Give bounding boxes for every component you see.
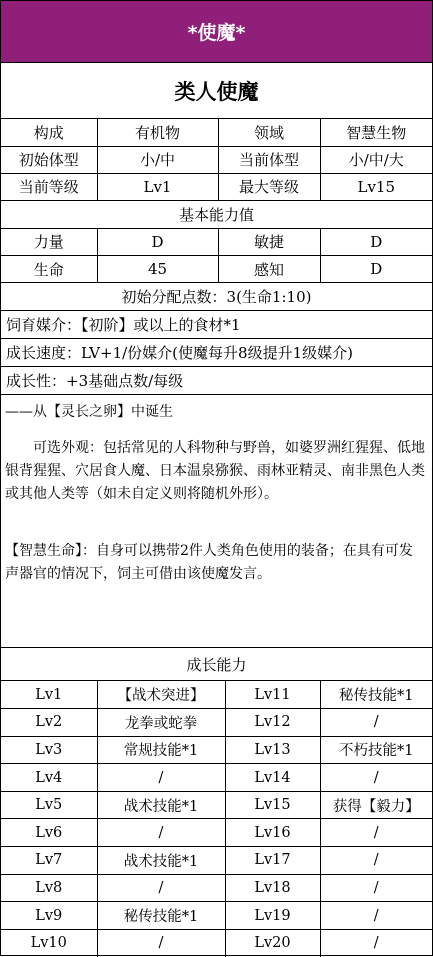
feed-medium: 饲育媒介：【初阶】或以上的食材*1 — [1, 311, 432, 339]
cell-label: 生命 — [1, 256, 97, 283]
cell-value: / — [320, 709, 432, 737]
growth-row — [1, 819, 432, 847]
cell-label: Lv9 — [1, 902, 97, 930]
growth-row — [1, 902, 432, 930]
cell-label: Lv16 — [225, 819, 320, 847]
cell-label: Lv15 — [225, 791, 320, 819]
cell-value: 获得【毅力】 — [320, 791, 432, 819]
origin-text: ——从【灵长之卵】中诞生 — [5, 404, 173, 420]
cell-value: / — [320, 929, 432, 957]
ability-row — [1, 229, 432, 256]
cell-value: 智慧生物 — [320, 119, 432, 146]
cell-label: Lv18 — [225, 874, 320, 902]
cell-label: 最大等级 — [218, 173, 320, 200]
cell-value: / — [320, 902, 432, 930]
growth-row — [1, 847, 432, 875]
cell-label: Lv13 — [225, 736, 320, 764]
cell-label: 构成 — [1, 119, 97, 146]
cell-label: Lv4 — [1, 764, 97, 792]
trait-text: 【智慧生命】：自身可以携带2件人类角色使用的装备；在具有可发声器官的情况下，饲主可借由该使魔发言。 — [5, 543, 413, 582]
growth-header: 成长能力 — [1, 648, 432, 681]
appearance-text: 可选外观：包括常见的人科物种与野兽，如婆罗洲红猩猩、低地银背猩猩、穴居食人魔、日本温泉猕猴、雨林亚精灵、南非黑色人类或其他人类等（如未自定义则将随机外形）。 — [5, 440, 425, 502]
cell-value: 不朽技能*1 — [320, 736, 432, 764]
cell-label: 初始体型 — [1, 146, 97, 173]
cell-label: Lv19 — [225, 902, 320, 930]
growth-row — [1, 764, 432, 792]
cell-label: Lv6 — [1, 819, 97, 847]
cell-value: D — [320, 229, 432, 256]
growth-speed: 成长速度：LV+1/份媒介(使魔每升8级提升1级媒介) — [1, 339, 432, 367]
cell-value: 龙拳或蛇拳 — [97, 709, 225, 737]
cell-label: 敏捷 — [218, 229, 320, 256]
cell-label: Lv10 — [1, 929, 97, 957]
cell-value: / — [97, 819, 225, 847]
description-block — [1, 395, 432, 648]
cell-label: Lv5 — [1, 791, 97, 819]
cell-value: Lv1 — [97, 173, 218, 200]
cell-label: Lv12 — [225, 709, 320, 737]
growth-row — [1, 736, 432, 764]
cell-value: / — [320, 847, 432, 875]
cell-label: 力量 — [1, 229, 97, 256]
cell-value: 秘传技能*1 — [320, 681, 432, 709]
ability-row — [1, 256, 432, 283]
growth-row — [1, 709, 432, 737]
info-row — [1, 119, 432, 146]
abilities-header: 基本能力值 — [1, 201, 432, 229]
cell-label: 当前体型 — [218, 146, 320, 173]
cell-label: Lv1 — [1, 681, 97, 709]
info-row — [1, 173, 432, 200]
cell-value: 战术技能*1 — [97, 847, 225, 875]
cell-label: 感知 — [218, 256, 320, 283]
cell-value: / — [320, 764, 432, 792]
cell-label: 领域 — [218, 119, 320, 146]
cell-label: 当前等级 — [1, 173, 97, 200]
growth-row — [1, 681, 432, 709]
initial-points: 初始分配点数：3(生命1:10) — [1, 283, 432, 311]
info-table — [1, 119, 432, 201]
cell-label: Lv7 — [1, 847, 97, 875]
cell-value: D — [320, 256, 432, 283]
cell-value: 【战术突进】 — [97, 681, 225, 709]
cell-value: / — [320, 874, 432, 902]
familiar-name: 类人使魔 — [1, 63, 432, 119]
cell-value: D — [97, 229, 218, 256]
cell-value: 小/中/大 — [320, 146, 432, 173]
growth-row — [1, 929, 432, 957]
cell-value: 小/中 — [97, 146, 218, 173]
cell-label: Lv8 — [1, 874, 97, 902]
cell-label: Lv14 — [225, 764, 320, 792]
cell-label: Lv17 — [225, 847, 320, 875]
growth-table — [1, 681, 432, 957]
cell-label: Lv2 — [1, 709, 97, 737]
cell-value: / — [320, 819, 432, 847]
cell-value: 战术技能*1 — [97, 791, 225, 819]
cell-value: Lv15 — [320, 173, 432, 200]
cell-value: 45 — [97, 256, 218, 283]
cell-value: / — [97, 764, 225, 792]
cell-value: 常规技能*1 — [97, 736, 225, 764]
abilities-table — [1, 229, 432, 284]
growth-rate: 成长性：+3基础点数/每级 — [1, 367, 432, 395]
cell-value: 秘传技能*1 — [97, 902, 225, 930]
growth-row — [1, 791, 432, 819]
info-row — [1, 146, 432, 173]
cell-value: 有机物 — [97, 119, 218, 146]
cell-value: / — [97, 929, 225, 957]
cell-value: / — [97, 874, 225, 902]
sheet-title: *使魔* — [1, 0, 432, 63]
growth-row — [1, 874, 432, 902]
cell-label: Lv20 — [225, 929, 320, 957]
cell-label: Lv3 — [1, 736, 97, 764]
cell-label: Lv11 — [225, 681, 320, 709]
